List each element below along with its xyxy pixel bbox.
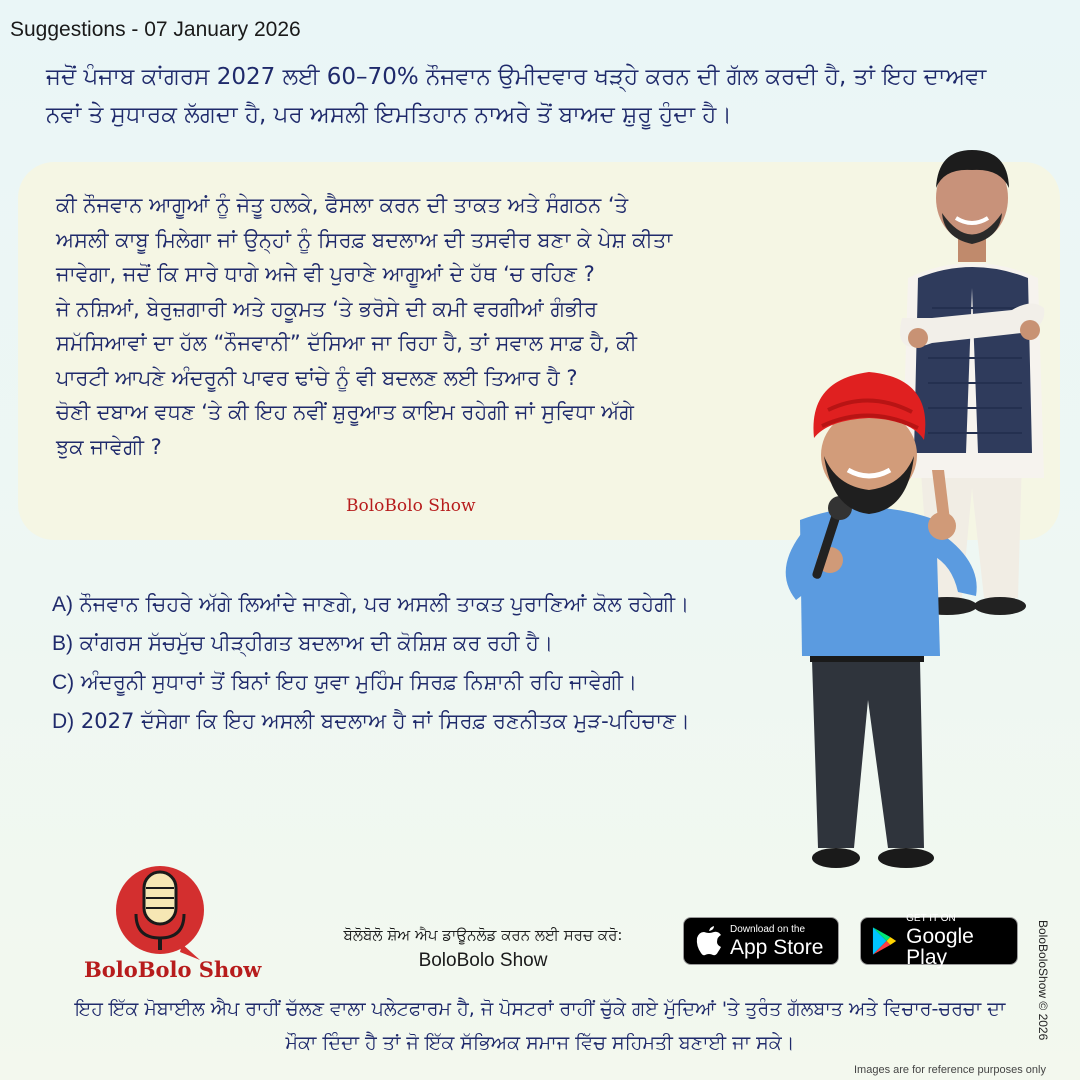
question-text bbox=[56, 188, 786, 464]
app-store-badge[interactable] bbox=[683, 917, 839, 965]
platform-description: ਇਹ ਇੱਕ ਮੋਬਾਈਲ ਐਪ ਰਾਹੀਂ ਚੱਲਣ ਵਾਲਾ ਪਲੇਟਫਾਰਮ ਹੈ, ਜੋ ਪੋਸਟਰਾਂ ਰਾਹੀਂ ਚੁੱਕੇ ਗਏ ਮੁੱਦਿਆਂ 'ਤੇ ਤੁਰੰਤ ਗੱਲਬਾਤ ਅਤੇ ਵਿਚਾਰ-ਚਰਚਾ ਦਾ ਮੌਕਾ ਦਿੰਦਾ ਹੈ ਤਾਂ ਜੋ ਇੱਕ ਸੱਭਿਅਕ ਸਮਾਜ ਵਿੱਚ ਸਹਿਮਤੀ ਬਣਾਈ ਜਾ ਸਕੇ। bbox=[74, 998, 1006, 1054]
app-store-small-text: Download on the bbox=[730, 923, 806, 935]
search-term: BoloBolo Show bbox=[418, 950, 548, 971]
google-play-icon bbox=[871, 926, 898, 956]
option-letter: A) bbox=[52, 593, 73, 616]
option-text: ਅੰਦਰੂਨੀ ਸੁਧਾਰਾਂ ਤੋਂ ਬਿਨਾਂ ਇਹ ਯੁਵਾ ਮੁਹਿੰਮ ਸਿਰਫ਼ ਨਿਸ਼ਾਨੀ ਰਹਿ ਜਾਵੇਗੀ। bbox=[80, 670, 638, 694]
question-line: ਜਾਵੇਗਾ, ਜਦੋਂ ਕਿ ਸਾਰੇ ਧਾਗੇ ਅਜੇ ਵੀ ਪੁਰਾਣੇ ਆਗੂਆਂ ਦੇ ਹੱਥ ‘ਚ ਰਹਿਣ ? bbox=[56, 262, 595, 286]
headline: ਜਦੋਂ ਪੰਜਾਬ ਕਾਂਗਰਸ 2027 ਲਈ 60–70% ਨੌਜਵਾਨ ਉਮੀਦਵਾਰ ਖੜ੍ਹੇ ਕਰਨ ਦੀ ਗੱਲ ਕਰਦੀ ਹੈ, ਤਾਂ ਇਹ ਦਾਅਵਾ ਨਵਾਂ ਤੇ ਸੁਧਾਰਕ ਲੱਗਦਾ ਹੈ, ਪਰ ਅਸਲੀ ਇਮਤਿਹਾਨ ਨਾਅਰੇ ਤੋਂ ਬਾਅਦ ਸ਼ੁਰੂ ਹੁੰਦਾ ਹੈ। bbox=[46, 64, 987, 128]
search-prompt-text: ਬੋਲੋਬੋਲੋ ਸ਼ੋਅ ਐਪ ਡਾਊਨਲੋਡ ਕਰਨ ਲਈ ਸਰਚ ਕਰੋ: bbox=[343, 926, 623, 944]
question-line: ਸਮੱਸਿਆਵਾਂ ਦਾ ਹੱਲ “ਨੌਜਵਾਨੀ” ਦੱਸਿਆ ਜਾ ਰਿਹਾ ਹੈ, ਤਾਂ ਸਵਾਲ ਸਾਫ਼ ਹੈ, ਕੀ bbox=[56, 331, 637, 355]
app-store-big-text: App Store bbox=[730, 935, 824, 959]
option-b[interactable] bbox=[52, 627, 772, 660]
option-text: ਨੌਜਵਾਨ ਚਿਹਰੇ ਅੱਗੇ ਲਿਆਂਦੇ ਜਾਣਗੇ, ਪਰ ਅਸਲੀ ਤਾਕਤ ਪੁਰਾਣਿਆਂ ਕੋਲ ਰਹੇਗੀ। bbox=[79, 592, 690, 616]
question-line: ਜੇ ਨਸ਼ਿਆਂ, ਬੇਰੁਜ਼ਗਾਰੀ ਅਤੇ ਹਕੂਮਤ ‘ਤੇ ਭਰੋਸੇ ਦੀ ਕਮੀ ਵਰਗੀਆਂ ਗੰਭੀਰ bbox=[56, 296, 598, 321]
option-text: ਕਾਂਗਰਸ ਸੱਚਮੁੱਚ ਪੀੜ੍ਹੀਗਤ ਬਦਲਾਅ ਦੀ ਕੋਸ਼ਿਸ਼ ਕਰ ਰਹੀ ਹੈ। bbox=[79, 631, 554, 655]
logo-text: BoloBolo Show bbox=[84, 957, 262, 982]
google-play-badge[interactable] bbox=[860, 913, 1018, 969]
answer-options bbox=[52, 588, 772, 744]
image-disclaimer: Images are for reference purposes only bbox=[854, 1064, 1046, 1076]
question-line: ਪਾਰਟੀ ਆਪਣੇ ਅੰਦਰੂਨੀ ਪਾਵਰ ਢਾਂਚੇ ਨੂੰ ਵੀ ਬਦਲਣ ਲਈ ਤਿਆਰ ਹੈ ? bbox=[56, 365, 578, 390]
google-play-small-text: GET IT ON bbox=[906, 913, 956, 924]
option-letter: B) bbox=[52, 632, 73, 655]
option-c[interactable] bbox=[52, 666, 772, 699]
option-text: 2027 ਦੱਸੇਗਾ ਕਿ ਇਹ ਅਸਲੀ ਬਦਲਾਅ ਹੈ ਜਾਂ ਸਿਰਫ਼ ਰਣਨੀਤਕ ਮੁੜ-ਪਹਿਚਾਣ। bbox=[80, 709, 690, 733]
turbaned-host-illustration bbox=[752, 360, 992, 880]
google-play-big-text: Google Play bbox=[906, 925, 974, 969]
option-d[interactable] bbox=[52, 705, 772, 738]
question-line: ਕੀ ਨੌਜਵਾਨ ਆਗੂਆਂ ਨੂੰ ਜੇਤੂ ਹਲਕੇ, ਫੈਸਲਾ ਕਰਨ ਦੀ ਤਾਕਤ ਅਤੇ ਸੰਗਠਨ ‘ਤੇ bbox=[56, 193, 629, 217]
option-a[interactable] bbox=[52, 588, 772, 621]
question-line: ਚੋਣੀ ਦਬਾਅ ਵਧਣ ‘ਤੇ ਕੀ ਇਹ ਨਵੀਂ ਸ਼ੁਰੂਆਤ ਕਾਇਮ ਰਹੇਗੀ ਜਾਂ ਸੁਵਿਧਾ ਅੱਗੇ bbox=[56, 400, 634, 424]
copyright-notice: BoloBoloShow © 2026 bbox=[1036, 920, 1050, 1041]
card-watermark: BoloBolo Show bbox=[346, 496, 476, 516]
option-letter: D) bbox=[52, 710, 75, 733]
option-letter: C) bbox=[52, 671, 75, 694]
question-line: ਅਸਲੀ ਕਾਬੂ ਮਿਲੇਗਾ ਜਾਂ ਉਨ੍ਹਾਂ ਨੂੰ ਸਿਰਫ਼ ਬਦਲਾਅ ਦੀ ਤਸਵੀਰ ਬਣਾ ਕੇ ਪੇਸ਼ ਕੀਤਾ bbox=[56, 227, 673, 252]
question-line: ਝੁਕ ਜਾਵੇਗੀ ? bbox=[56, 434, 162, 459]
date-line: Suggestions - 07 January 2026 bbox=[10, 18, 301, 41]
search-prompt bbox=[298, 922, 668, 974]
apple-icon bbox=[696, 926, 722, 956]
